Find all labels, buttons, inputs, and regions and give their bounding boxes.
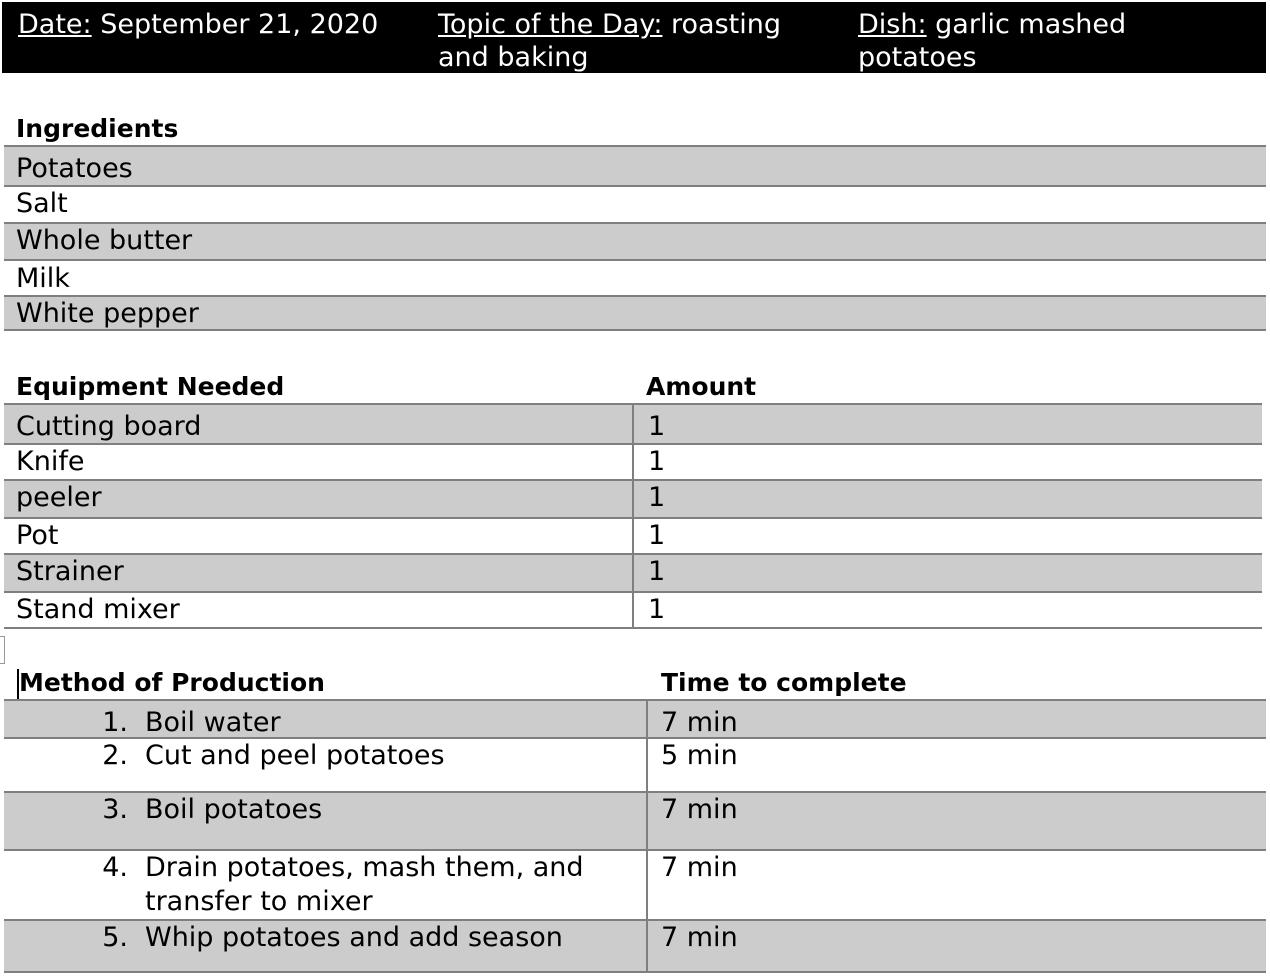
margin-marker (0, 636, 5, 664)
column-divider (646, 701, 648, 737)
equipment-row (4, 593, 1262, 629)
equipment-name: Stand mixer (16, 594, 180, 625)
column-divider (646, 793, 648, 849)
step-number: 2. (102, 740, 128, 771)
equipment-amount: 1 (648, 446, 666, 477)
equipment-row (4, 481, 1262, 519)
column-divider (646, 739, 648, 791)
equipment-name: Pot (16, 520, 59, 551)
ingredient-row (4, 297, 1266, 331)
equipment-amount: 1 (648, 411, 666, 442)
method-row (4, 699, 1266, 739)
step-time: 7 min (661, 852, 738, 883)
date-value: September 21, 2020 (100, 9, 379, 40)
method-row (4, 739, 1266, 793)
topic-value-line2: and baking (438, 42, 589, 73)
equipment-name: Strainer (16, 556, 124, 587)
amount-header: Amount (646, 372, 757, 401)
step-text: Cut and peel potatoes (145, 740, 445, 771)
step-text: Boil water (145, 707, 281, 738)
ingredient-name: Potatoes (16, 153, 133, 184)
ingredient-row (4, 224, 1266, 261)
step-text: Whip potatoes and add season (145, 922, 563, 953)
method-title: Method of Production (19, 668, 325, 697)
dish-cell (858, 8, 1126, 74)
dish-value-line2: potatoes (858, 42, 977, 73)
ingredient-row (4, 187, 1266, 224)
equipment-title: Equipment Needed (16, 372, 285, 401)
column-divider (632, 481, 634, 517)
step-text: Drain potatoes, mash them, and (145, 852, 584, 883)
column-divider (646, 921, 648, 971)
equipment-amount: 1 (648, 594, 666, 625)
topic-value: roasting (671, 9, 782, 40)
method-row (4, 921, 1266, 973)
equipment-row (4, 445, 1262, 481)
ingredient-name: Milk (16, 263, 70, 294)
step-number: 1. (102, 707, 128, 738)
date-label: Date: (18, 9, 92, 40)
equipment-amount: 1 (648, 520, 666, 551)
column-divider (632, 555, 634, 591)
step-time: 7 min (661, 922, 738, 953)
dish-label: Dish: (858, 9, 927, 40)
equipment-amount: 1 (648, 556, 666, 587)
ingredient-row (4, 261, 1266, 297)
step-text-line2: transfer to mixer (145, 886, 373, 917)
equipment-name: Knife (16, 446, 85, 477)
step-number: 3. (102, 794, 128, 825)
equipment-row (4, 555, 1262, 593)
step-text: Boil potatoes (145, 794, 323, 825)
step-time: 5 min (661, 740, 738, 771)
date-cell (18, 8, 378, 41)
step-number: 4. (102, 852, 128, 883)
equipment-amount: 1 (648, 482, 666, 513)
topic-label: Topic of the Day: (438, 9, 663, 40)
method-row (4, 793, 1266, 851)
topic-cell (438, 8, 781, 74)
equipment-name: Cutting board (16, 411, 202, 442)
equipment-row (4, 519, 1262, 555)
ingredient-row (4, 145, 1266, 187)
column-divider (632, 405, 634, 443)
step-number: 5. (102, 922, 128, 953)
equipment-name: peeler (16, 482, 102, 513)
ingredient-name: White pepper (16, 298, 199, 329)
column-divider (632, 445, 634, 479)
time-header: Time to complete (661, 668, 907, 697)
column-divider (632, 519, 634, 553)
column-divider (632, 593, 634, 627)
equipment-row (4, 403, 1262, 445)
step-time: 7 min (661, 794, 738, 825)
ingredient-name: Salt (16, 188, 68, 219)
step-time: 7 min (661, 707, 738, 738)
column-divider (646, 851, 648, 919)
method-row (4, 851, 1266, 921)
header-band (2, 2, 1266, 73)
ingredient-name: Whole butter (16, 225, 193, 256)
dish-value: garlic mashed (935, 9, 1127, 40)
ingredients-title: Ingredients (16, 114, 179, 143)
